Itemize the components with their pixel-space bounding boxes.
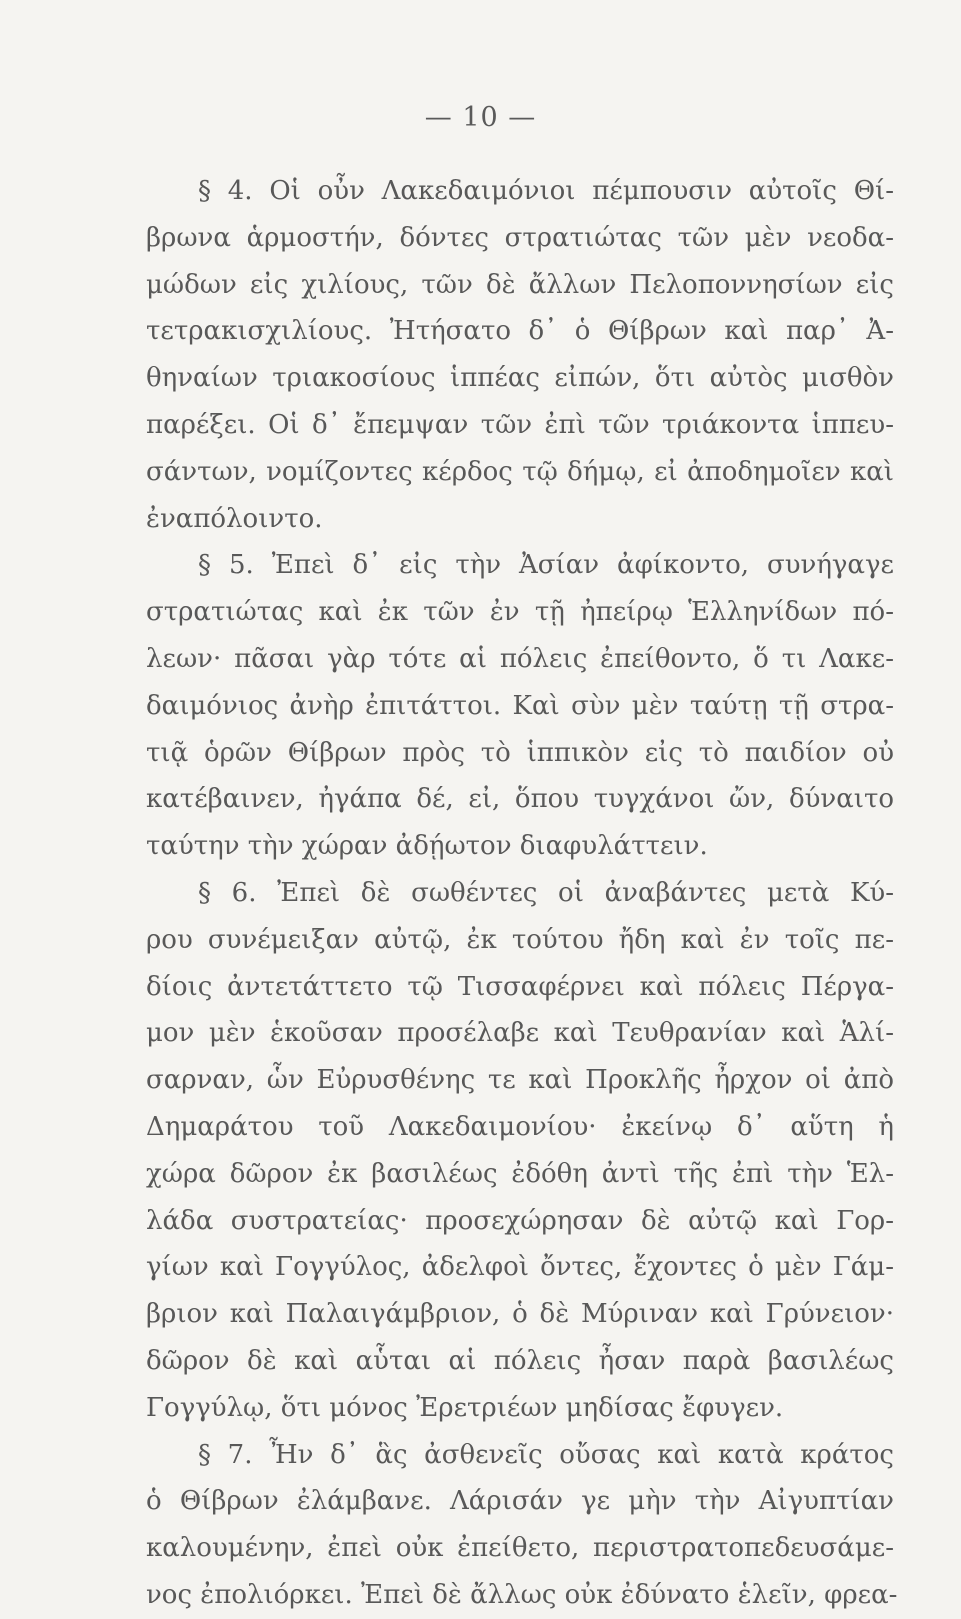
text-line: ὁ Θίβρων ἐλάμβανε. Λάρισάν γε μὴν τὴν Αἰγυπτίαν xyxy=(146,1486,894,1517)
text-line: δίοις ἀντετάττετο τῷ Τισσαφέρνει καὶ πόλεις Πέργα- xyxy=(146,971,894,1002)
text-line: νος ἐπολιόρκει. Ἐπεὶ δὲ ἄλλως οὐκ ἐδύνατο ἑλεῖν, φρεα- xyxy=(146,1579,898,1610)
text-line: βρωνα ἁρμοστήν, δόντες στρατιώτας τῶν μὲν νεοδα- xyxy=(146,222,894,253)
text-line: μώδων εἰς χιλίους, τῶν δὲ ἄλλων Πελοποννησίων εἰς xyxy=(146,269,894,300)
text-line: θηναίων τριακοσίους ἱππέας εἰπών, ὅτι αὐτὸς μισθὸν xyxy=(146,363,894,394)
text-line: ρου συνέμειξαν αὐτῷ, ἐκ τούτου ἤδη καὶ ἐν τοῖς πε- xyxy=(146,924,894,955)
text-line: § 6. Ἐπεὶ δὲ σωθέντες οἱ ἀναβάντες μετὰ Κύ- xyxy=(198,877,894,908)
text-line: γίων καὶ Γογγύλος, ἀδελφοὶ ὄντες, ἔχοντες ὁ μὲν Γάμ- xyxy=(146,1252,894,1283)
text-line: § 4. Οἱ οὖν Λακεδαιμόνιοι πέμπουσιν αὐτοῖς Θί- xyxy=(198,176,894,206)
text-line: σαρναν, ὧν Εὐρυσθένης τε καὶ Προκλῆς ἦρχον οἱ ἀπὸ xyxy=(146,1065,894,1096)
text-line: Δημαράτου τοῦ Λακεδαιμονίου· ἐκείνῳ δ᾽ αὕτη ἡ xyxy=(146,1111,894,1142)
text-line: τιᾷ ὁρῶν Θίβρων πρὸς τὸ ἱππικὸν εἰς τὸ παιδίον οὐ xyxy=(146,737,894,768)
text-line: ἐναπόλοιντο. xyxy=(146,503,323,534)
text-line: τετρακισχιλίους. Ἠτήσατο δ᾽ ὁ Θίβρων καὶ παρ᾽ Ἀ- xyxy=(146,316,894,347)
text-line: κατέβαινεν, ἠγάπα δέ, εἰ, ὅπου τυγχάνοι ὤν, δύναιτο xyxy=(146,784,894,815)
text-line: § 7. Ἦν δ᾽ ἃς ἀσθενεῖς οὔσας καὶ κατὰ κράτος xyxy=(198,1439,894,1470)
text-line: μον μὲν ἑκοῦσαν προσέλαβε καὶ Τευθρανίαν καὶ Ἁλί- xyxy=(146,1018,894,1049)
text-line: στρατιώτας καὶ ἐκ τῶν ἐν τῇ ἠπείρῳ Ἑλληνίδων πό- xyxy=(146,597,894,628)
text-line: σάντων, νομίζοντες κέρδος τῷ δήμῳ, εἰ ἀποδημοῖεν καὶ xyxy=(146,456,894,487)
text-line: βριον καὶ Παλαιγάμβριον, ὁ δὲ Μύριναν καὶ Γρύνειον· xyxy=(146,1299,894,1330)
text-line: δαιμόνιος ἀνὴρ ἐπιτάττοι. Καὶ σὺν μὲν ταύτῃ τῇ στρα- xyxy=(146,690,894,721)
text-line: § 5. Ἐπεὶ δ᾽ εἰς τὴν Ἀσίαν ἀφίκοντο, συνήγαγε xyxy=(198,550,894,581)
text-line: Γογγύλῳ, ὅτι μόνος Ἐρετριέων μηδίσας ἔφυγεν. xyxy=(146,1392,784,1423)
text-line: λάδα συστρατείας· προσεχώρησαν δὲ αὐτῷ καὶ Γορ- xyxy=(146,1205,894,1236)
page-number: — 10 — xyxy=(424,102,537,133)
text-line: καλουμένην, ἐπεὶ οὐκ ἐπείθετο, περιστρατοπεδευσάμε- xyxy=(146,1533,894,1564)
body-text xyxy=(146,168,898,1619)
text-line: χώρα δῶρον ἐκ βασιλέως ἐδόθη ἀντὶ τῆς ἐπὶ τὴν Ἑλ- xyxy=(146,1158,894,1189)
text-line: δῶρον δὲ καὶ αὗται αἱ πόλεις ἦσαν παρὰ βασιλέως xyxy=(146,1345,894,1376)
text-line: ταύτην τὴν χώραν ἀδῄωτον διαφυλάττειν. xyxy=(146,831,708,862)
text-line: παρέξει. Οἱ δ᾽ ἔπεμψαν τῶν ἐπὶ τῶν τριάκοντα ἱππευ- xyxy=(146,409,894,440)
text-line: λεων· πᾶσαι γὰρ τότε αἱ πόλεις ἐπείθοντο, ὅ τι Λακε- xyxy=(146,643,894,674)
